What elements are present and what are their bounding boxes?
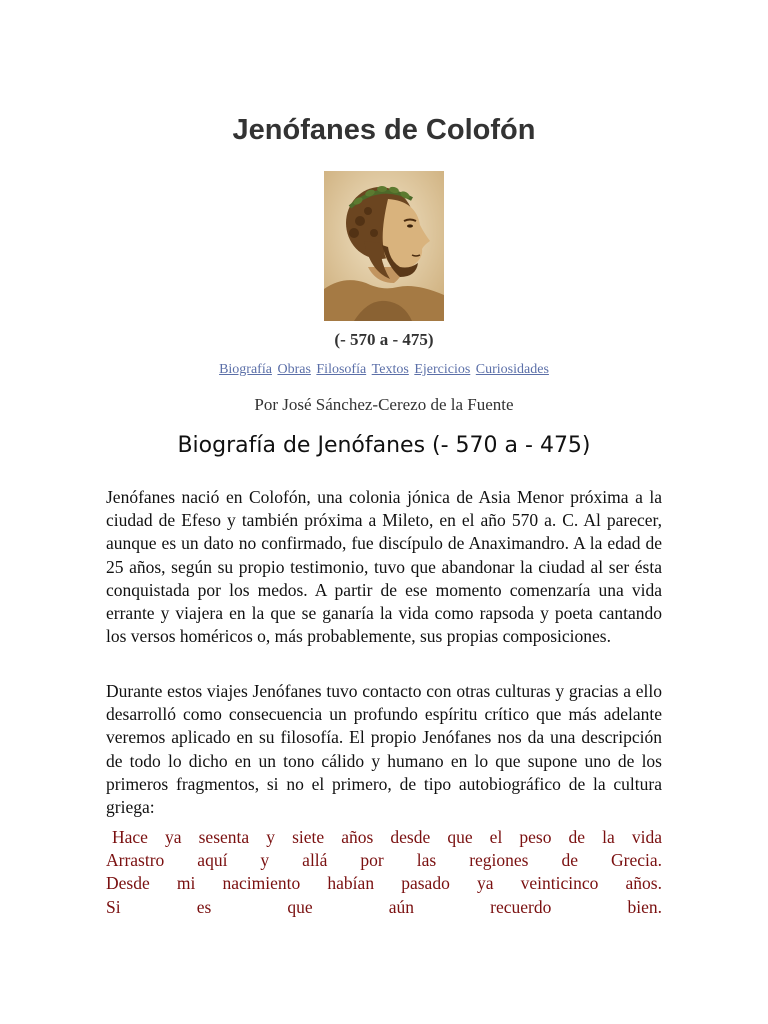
quote-line: Si es que aún recuerdo bien. [106,896,662,917]
quote-line: Hace ya sesenta y siete años desde que el peso de la vida [112,827,662,847]
nav-link-obras[interactable]: Obras [277,362,311,377]
nav-link-curiosidades[interactable]: Curiosidades [475,362,549,377]
section-heading: Biografía de Jenófanes (- 570 a - 475) [177,433,591,458]
nav-link-filosofia[interactable]: Filosofía [316,362,367,377]
section-nav [0,362,768,378]
lifespan-dates: (- 570 a - 475) [334,330,434,349]
author-credit: Por José Sánchez-Cerezo de la Fuente [254,395,514,414]
portrait-image [324,171,444,321]
nav-link-ejercicios[interactable]: Ejercicios [414,362,471,377]
poem-quote [106,826,662,919]
paragraph: Durante estos viajes Jenófanes tuvo contacto con otras culturas y gracias a ello desarrolló como consecuencia un profundo espíritu crítico que más adelante veremos aplicado en su filosofía. El propio Jenófanes nos da una descripción de todo lo dicho en un tono cálido y humano en lo que supone uno de los primeros fragmentos, si no el primero, de tipo autobiográfico de la cultura griega: [106,681,662,818]
page-title: Jenófanes de Colofón [232,114,536,146]
paragraph: Jenófanes nació en Colofón, una colonia jónica de Asia Menor próxima a la ciudad de Efeso y también próxima a Mileto, en el año 570 a. C. Al parecer, aunque es un dato no confirmado, fue discípulo de Anaximandro. A la edad de 25 años, según su propio testimonio, tuvo que abandonar la ciudad al ser ésta conquistada por los medos. A partir de ese momento comenzaría una vida errante y viajera en la que se ganaría la vida como rapsoda y poeta cantando los versos homéricos o, más probablemente, sus propias composiciones. [106,487,662,647]
nav-link-textos[interactable]: Textos [371,362,409,377]
portrait-illustration [324,171,444,321]
quote-line: Arrastro aquí y allá por las regiones de Grecia. [106,850,662,871]
quote-line: Desde mi nacimiento habían pasado ya veinticinco años. [106,873,662,894]
nav-link-biografia[interactable]: Biografía [219,362,272,377]
